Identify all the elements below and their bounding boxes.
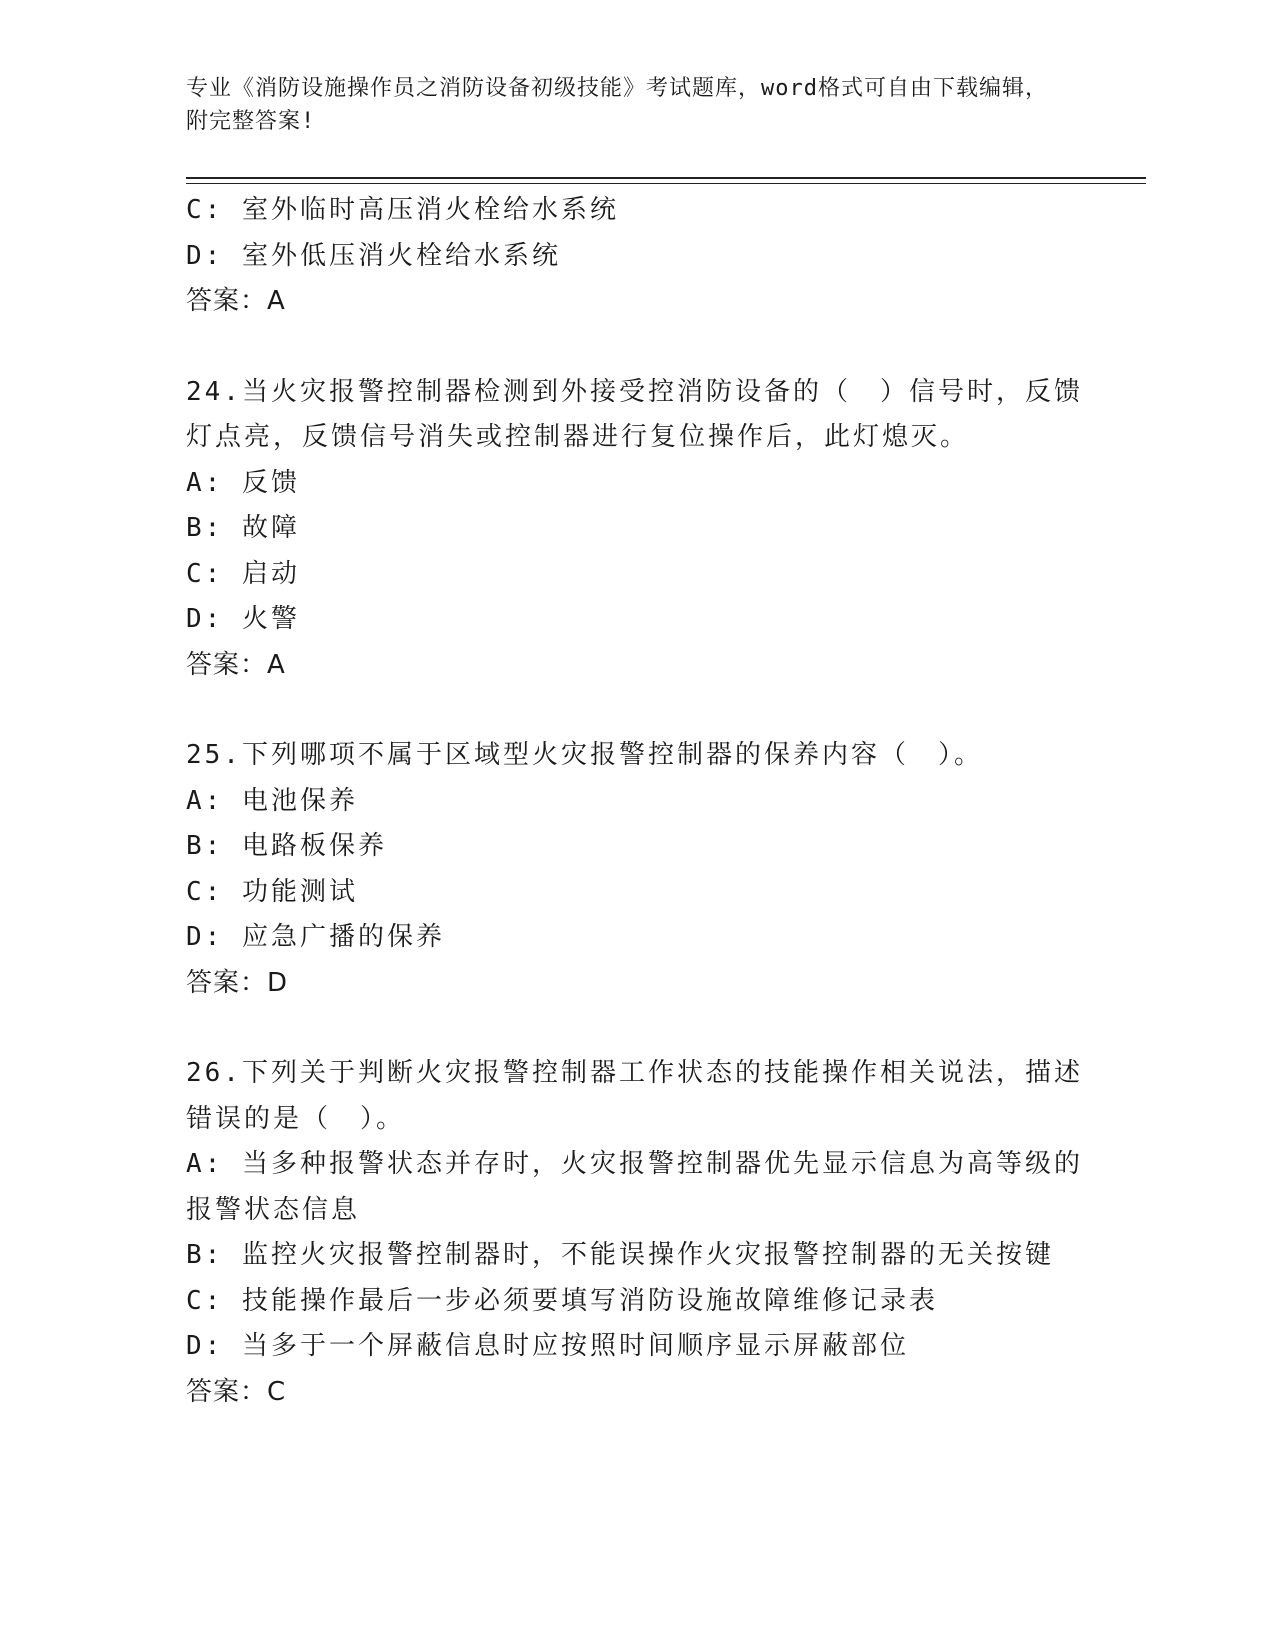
- document-body: [186, 188, 1086, 1415]
- answer-line: 答案：A: [186, 286, 286, 316]
- answer-line: 答案：D: [186, 967, 289, 998]
- question-24: [186, 370, 1086, 689]
- question-26: [186, 1051, 1086, 1415]
- question-23-tail: [186, 188, 1086, 325]
- option-b: B: 电路板保养: [186, 831, 387, 861]
- option-a: A: 电池保养: [186, 785, 358, 816]
- option-b: B: 监控火灾报警控制器时，不能误操作火灾报警控制器的无关按键: [186, 1240, 1054, 1270]
- question-25: [186, 733, 1086, 1006]
- header-rule-thin: [186, 183, 1146, 184]
- option-d: D: 应急广播的保养: [186, 922, 445, 952]
- option-a: A: 反馈: [186, 467, 300, 498]
- option-b: B: 故障: [186, 513, 300, 543]
- option-a: A: 当多种报警状态并存时，火灾报警控制器优先显示信息为高等级的报警状态信息: [186, 1149, 1083, 1225]
- option-d: D: 室外低压消火栓给水系统: [186, 240, 561, 271]
- option-d: D: 火警: [186, 604, 300, 634]
- header-rule-thick: [186, 177, 1146, 179]
- answer-line: 答案：A: [186, 649, 286, 680]
- option-c: C: 技能操作最后一步必须要填写消防设施故障维修记录表: [186, 1285, 938, 1316]
- question-stem: 26.下列关于判断火灾报警控制器工作状态的技能操作相关说法，描述错误的是（ ）。: [186, 1058, 1083, 1134]
- page-header: 专业《消防设施操作员之消防设备初级技能》考试题库，word格式可自由下载编辑，附完整答案!: [186, 76, 1048, 134]
- option-c: C: 室外临时高压消火栓给水系统: [186, 195, 619, 225]
- option-d: D: 当多于一个屏蔽信息时应按照时间顺序显示屏蔽部位: [186, 1331, 909, 1361]
- question-stem: 25.下列哪项不属于区域型火灾报警控制器的保养内容（ ）。: [186, 740, 983, 770]
- option-c: C: 启动: [186, 558, 300, 589]
- option-c: C: 功能测试: [186, 876, 358, 907]
- question-stem: 24.当火灾报警控制器检测到外接受控消防设备的（ ）信号时，反馈灯点亮，反馈信号消失或控制器进行复位操作后，此灯熄灭。: [186, 376, 1083, 452]
- answer-line: 答案：C: [186, 1376, 287, 1407]
